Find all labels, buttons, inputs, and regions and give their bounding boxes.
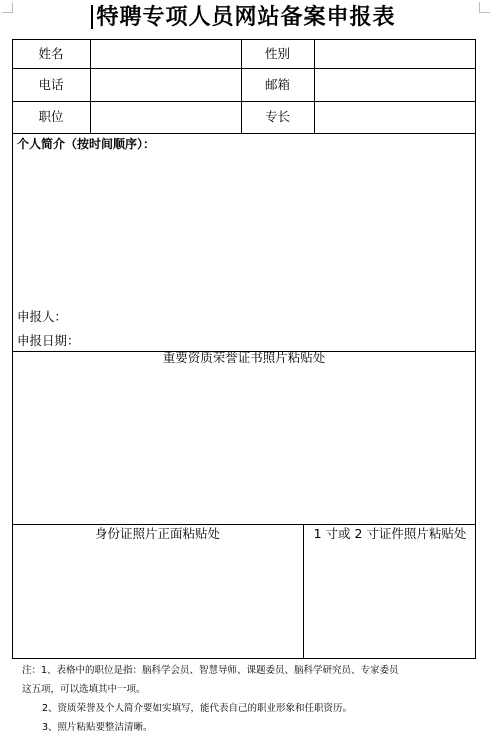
specialty-label: 专长 [264,109,290,124]
note-line-3: 3、照片粘贴要整洁清晰。 [42,722,153,733]
column-divider [303,524,304,659]
row-divider [12,133,476,134]
text-cursor [91,5,93,29]
gender-field[interactable] [318,46,472,62]
note-line-1: 注：1、表格中的职位是指：脑科学会员、智慧导师、课题委员、脑科学研究员、专家委员 [22,665,399,676]
email-label: 邮箱 [264,77,290,92]
photo-section-label: 1 寸或 2 寸证件照片粘贴处 [313,526,467,541]
name-label: 姓名 [38,46,64,61]
phone-field[interactable] [94,77,238,93]
form-title: 特聘专项人员网站备案申报表 [96,4,396,30]
gender-label: 性别 [264,46,290,61]
id-card-section-label: 身份证照片正面粘贴处 [94,526,220,541]
row-divider [12,68,476,69]
row-divider [12,101,476,102]
column-divider [90,39,91,134]
position-label: 职位 [38,109,64,124]
note-line-1-cont: 这五项，可以选填其中一项。 [22,684,146,695]
specialty-field[interactable] [318,109,472,125]
applicant-label: 申报人： [17,309,68,324]
honors-section-label: 重要资质荣誉证书照片粘贴处 [162,350,326,365]
column-divider [314,39,315,134]
intro-heading: 个人简介（按时间顺序）： [17,137,156,151]
note-line-2: 2、资质荣誉及个人简介要如实填写，能代表自己的职业形象和任职资历。 [42,703,353,714]
position-field[interactable] [94,109,238,125]
phone-label: 电话 [38,77,64,92]
form-table [12,39,476,659]
email-field[interactable] [318,77,472,93]
date-label: 申报日期： [17,333,80,348]
row-divider [12,524,476,525]
name-field[interactable] [94,46,238,62]
